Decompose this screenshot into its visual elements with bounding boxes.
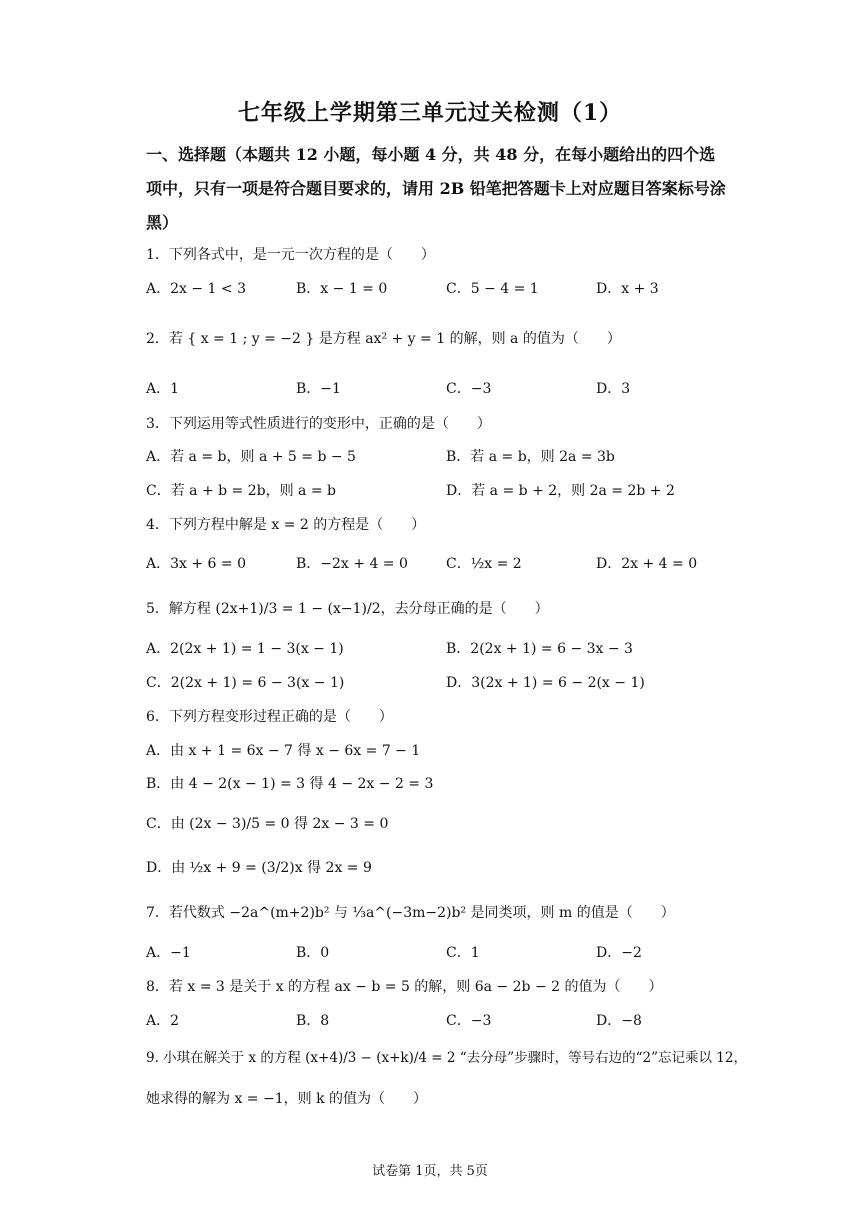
question-4-option-d: D．2x + 4 = 0: [596, 556, 698, 572]
question-6-option-b: B．由 4 − 2(x − 1) = 3 得 4 − 2x − 2 = 3: [146, 776, 434, 792]
question-5-option-d: D．3(2x + 1) = 6 − 2(x − 1): [446, 675, 645, 691]
question-1-stem: 1．下列各式中，是一元一次方程的是（ ）: [146, 247, 435, 263]
question-2-option-c: C．−3: [446, 381, 492, 397]
exam-title: 七年级上学期第三单元过关检测（1）: [237, 100, 623, 126]
question-1-option-d: D．x + 3: [596, 281, 659, 297]
question-8-option-d: D．−8: [596, 1013, 642, 1029]
question-8-option-b: B．8: [296, 1013, 330, 1029]
question-2-stem: 2．若 { x = 1 ; y = −2 } 是方程 ax² + y = 1 的解，则 a 的值为（ ）: [146, 331, 621, 347]
question-8-option-c: C．−3: [446, 1013, 492, 1029]
question-7-option-d: D．−2: [596, 945, 642, 961]
question-5-stem: 5．解方程 (2x+1)/3 = 1 − (x−1)/2，去分母正确的是（ ）: [146, 601, 549, 617]
question-5-option-a: A．2(2x + 1) = 1 − 3(x − 1): [146, 641, 344, 657]
page-footer: 试卷第 1页，共 5页: [372, 1164, 488, 1179]
question-7-option-a: A．−1: [146, 945, 191, 961]
question-7-option-c: C．1: [446, 945, 480, 961]
question-8-option-a: A．2: [146, 1013, 180, 1029]
question-6-option-a: A．由 x + 1 = 6x − 7 得 x − 6x = 7 − 1: [146, 743, 421, 759]
question-4-option-c: C．½x = 2: [446, 556, 522, 572]
question-1-option-b: B．x − 1 = 0: [296, 281, 388, 297]
question-5-option-c: C．2(2x + 1) = 6 − 3(x − 1): [146, 675, 345, 691]
question-3-option-c: C．若 a + b = 2b，则 a = b: [146, 483, 336, 499]
question-1-option-c: C．5 − 4 = 1: [446, 281, 539, 297]
question-6-option-d: D．由 ½x + 9 = (3/2)x 得 2x = 9: [146, 860, 372, 876]
question-1-option-a: A．2x − 1 < 3: [146, 281, 246, 297]
question-8-stem: 8．若 x = 3 是关于 x 的方程 ax − b = 5 的解，则 6a − 2b − 2 的值为（ ）: [146, 979, 663, 995]
question-3-option-b: B．若 a = b，则 2a = 3b: [446, 449, 615, 465]
question-3-option-a: A．若 a = b，则 a + 5 = b − 5: [146, 449, 356, 465]
question-7-option-b: B．0: [296, 945, 330, 961]
question-2-option-a: A．1: [146, 381, 180, 397]
question-4-stem: 4．下列方程中解是 x = 2 的方程是（ ）: [146, 517, 426, 533]
question-2-option-b: B．−1: [296, 381, 341, 397]
question-4-option-b: B．−2x + 4 = 0: [296, 556, 408, 572]
question-9-stem-line2: 她求得的解为 x = −1，则 k 的值为（ ）: [146, 1091, 427, 1107]
section-heading: 一、选择题（本题共 12 小题，每小题 4 分，共 48 分，在每小题给出的四个选项中，只有一项是符合题目要求的，请用 2B 铅笔把答题卡上对应题目答案标号涂黑）: [146, 145, 726, 232]
question-5-option-b: B．2(2x + 1) = 6 − 3x − 3: [446, 641, 633, 657]
question-6-option-c: C．由 (2x − 3)/5 = 0 得 2x − 3 = 0: [146, 816, 389, 832]
question-6-stem: 6．下列方程变形过程正确的是（ ）: [146, 709, 393, 725]
question-9-stem: 9. 小琪在解关于 x 的方程 (x+4)/3 − (x+k)/4 = 2 “去分母”步骤时，等号右边的“2”忘记乘以 12，: [146, 1050, 747, 1066]
question-4-option-a: A．3x + 6 = 0: [146, 556, 246, 572]
question-2-option-d: D．3: [596, 381, 631, 397]
question-7-stem: 7．若代数式 −2a^(m+2)b² 与 ⅓a^(−3m−2)b² 是同类项，则 m 的值是（ ）: [146, 905, 675, 921]
question-3-stem: 3．下列运用等式性质进行的变形中，正确的是（ ）: [146, 416, 491, 432]
question-3-option-d: D．若 a = b + 2，则 2a = 2b + 2: [446, 483, 675, 499]
